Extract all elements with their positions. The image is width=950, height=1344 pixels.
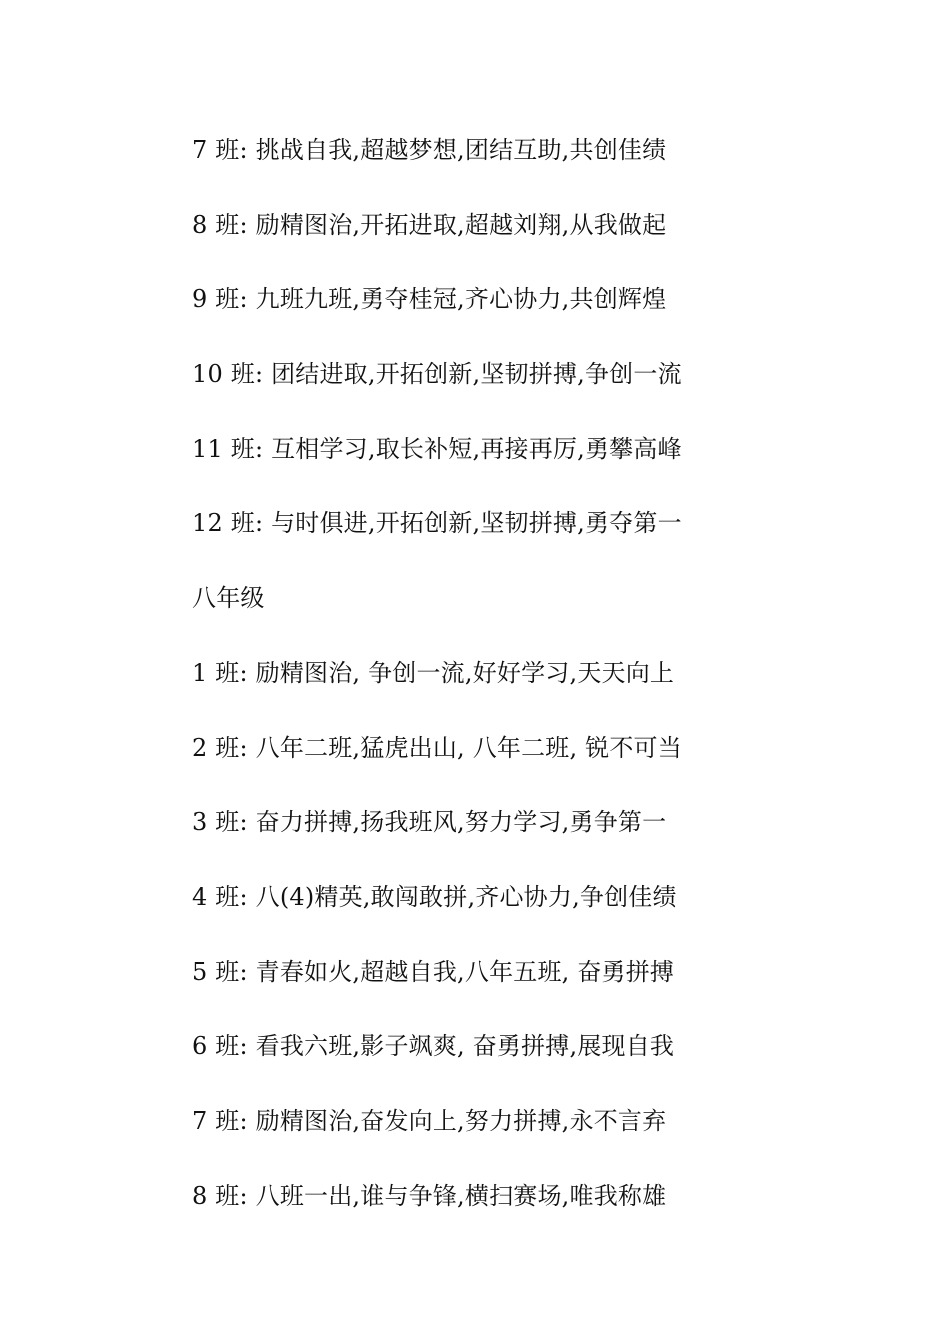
slogan-line-grade7-class10: 10 班: 团结进取,开拓创新,坚韧拼搏,争创一流 xyxy=(192,360,682,389)
slogan-line-grade8-class5: 5 班: 青春如火,超越自我,八年五班, 奋勇拼搏 xyxy=(192,957,675,986)
slogan-line-grade7-class7: 7 班: 挑战自我,超越梦想,团结互助,共创佳绩 xyxy=(192,136,667,164)
slogan-line-grade7-class9: 9 班: 九班九班,勇夺桂冠,齐心协力,共创辉煌 xyxy=(192,285,667,314)
slogan-line-grade8-class4: 4 班: 八(4)精英,敢闯敢拼,齐心协力,争创佳绩 xyxy=(192,882,677,911)
slogan-list xyxy=(192,130,812,1250)
slogan-line-grade8-class3: 3 班: 奋力拼搏,扬我班风,努力学习,勇争第一 xyxy=(192,808,667,837)
section-heading-grade8: 八年级 xyxy=(192,584,265,613)
slogan-line-grade8-class8: 8 班: 八班一出,谁与争锋,横扫赛场,唯我称雄 xyxy=(192,1181,667,1210)
slogan-line-grade8-class1: 1 班: 励精图治, 争创一流,好好学习,天天向上 xyxy=(192,658,675,687)
slogan-line-grade7-class12: 12 班: 与时俱进,开拓创新,坚韧拼搏,勇夺第一 xyxy=(192,509,682,538)
slogan-line-grade7-class8: 8 班: 励精图治,开拓进取,超越刘翔,从我做起 xyxy=(192,210,667,239)
slogan-line-grade8-class7: 7 班: 励精图治,奋发向上,努力拼搏,永不言弃 xyxy=(192,1106,667,1135)
slogan-line-grade8-class2: 2 班: 八年二班,猛虎出山, 八年二班, 锐不可当 xyxy=(192,733,682,762)
slogan-line-grade8-class6: 6 班: 看我六班,影子飒爽, 奋勇拼搏,展现自我 xyxy=(192,1032,675,1061)
slogan-line-grade7-class11: 11 班: 互相学习,取长补短,再接再厉,勇攀高峰 xyxy=(192,434,682,463)
